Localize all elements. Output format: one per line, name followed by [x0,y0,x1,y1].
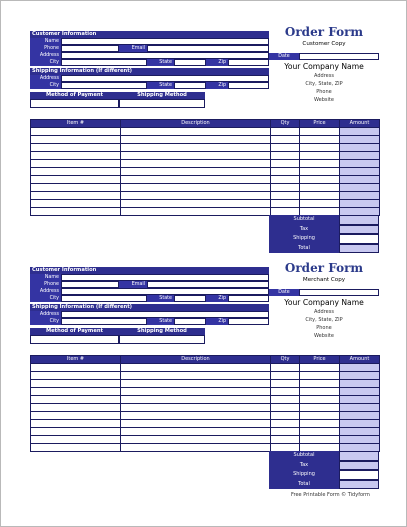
company-address: Address [314,73,334,79]
price-cell[interactable] [300,412,340,420]
description-cell[interactable] [121,444,271,452]
state-field[interactable] [174,59,206,66]
address-label: Address [30,288,61,295]
description-cell[interactable] [121,428,271,436]
method-payment-header: Method of Payment [30,92,119,99]
company-phone: Phone [316,89,332,95]
price-cell[interactable] [300,200,340,208]
qty-cell[interactable] [271,396,300,404]
item-number-cell[interactable] [31,160,121,168]
ship-state-field[interactable] [174,82,206,89]
subtotal-label: Subtotal [269,451,339,461]
amount-cell[interactable] [340,136,380,144]
price-cell[interactable] [300,380,340,388]
address-label: Address [30,52,61,59]
amount-cell[interactable] [340,176,380,184]
table-row [31,436,380,444]
item-number-cell[interactable] [31,184,121,192]
description-header: Description [121,120,271,128]
zip-label: Zip [206,59,228,66]
name-label: Name [30,274,61,281]
table-row [31,388,380,396]
amount-cell[interactable] [340,420,380,428]
description-cell[interactable] [121,372,271,380]
ship-city-field[interactable] [61,82,147,89]
item-number-cell[interactable] [31,128,121,136]
qty-cell[interactable] [271,364,300,372]
table-row [31,428,380,436]
item-number-cell[interactable] [31,152,121,160]
table-header-row [31,356,380,364]
qty-cell[interactable] [271,420,300,428]
state-field[interactable] [174,295,206,302]
item-number-cell[interactable] [31,208,121,216]
amount-cell[interactable] [340,128,380,136]
table-row [31,412,380,420]
table-row [31,200,380,208]
amount-cell[interactable] [340,364,380,372]
date-label: Date [269,289,299,296]
description-cell[interactable] [121,396,271,404]
item-number-cell[interactable] [31,420,121,428]
name-field[interactable] [61,38,269,45]
item-number-cell[interactable] [31,380,121,388]
table-row [31,136,380,144]
amount-cell[interactable] [340,144,380,152]
zip-label: Zip [206,295,228,302]
price-cell[interactable] [300,436,340,444]
item-number-cell[interactable] [31,436,121,444]
shipping-info-header: Shipping Information (If different) [30,68,269,75]
ship-zip-field[interactable] [228,318,269,325]
company-name: Your Company Name [284,298,364,307]
qty-cell[interactable] [271,388,300,396]
email-field[interactable] [147,281,269,288]
date-label: Date [269,53,299,60]
description-cell[interactable] [121,144,271,152]
price-cell[interactable] [300,160,340,168]
description-cell[interactable] [121,168,271,176]
table-row [31,144,380,152]
table-row [31,152,380,160]
price-cell[interactable] [300,428,340,436]
shipping-value[interactable] [339,470,379,480]
table-row [31,372,380,380]
shipping-method-field[interactable] [119,335,205,344]
price-cell[interactable] [300,152,340,160]
qty-cell[interactable] [271,428,300,436]
qty-cell[interactable] [271,380,300,388]
shipping-info-header: Shipping Information (If different) [30,304,269,311]
ship-city-field[interactable] [61,318,147,325]
ship-city-label: City [30,318,61,325]
amount-cell[interactable] [340,412,380,420]
phone-label: Phone [30,45,61,52]
amount-cell[interactable] [340,168,380,176]
customer-info-header: Customer Information [30,267,269,274]
name-label: Name [30,38,61,45]
description-cell[interactable] [121,128,271,136]
company-name: Your Company Name [284,62,364,71]
price-cell[interactable] [300,136,340,144]
items-table [30,355,380,452]
price-cell[interactable] [300,192,340,200]
copy-label: Customer Copy [302,41,346,47]
item-number-cell[interactable] [31,364,121,372]
method-payment-header: Method of Payment [30,328,119,335]
tax-value[interactable] [339,461,379,471]
qty-cell[interactable] [271,168,300,176]
total-label: Total [269,244,339,254]
price-cell[interactable] [300,372,340,380]
zip-field[interactable] [228,59,269,66]
tax-label: Tax [269,225,339,235]
qty-cell[interactable] [271,184,300,192]
company-phone: Phone [316,325,332,331]
company-website: Website [314,97,334,103]
price-header: Price [300,356,340,364]
price-cell[interactable] [300,396,340,404]
item-number-cell[interactable] [31,176,121,184]
subtotal-value[interactable] [339,451,379,461]
description-cell[interactable] [121,436,271,444]
email-label: Email [119,281,147,288]
qty-cell[interactable] [271,404,300,412]
qty-header: Qty [271,356,300,364]
item-number-cell[interactable] [31,412,121,420]
table-row [31,420,380,428]
table-row [31,176,380,184]
copy-label: Merchant Copy [302,277,346,283]
amount-cell[interactable] [340,184,380,192]
subtotal-label: Subtotal [269,215,339,225]
item-number-cell[interactable] [31,396,121,404]
company-website: Website [314,333,334,339]
qty-cell[interactable] [271,144,300,152]
table-row [31,184,380,192]
qty-cell[interactable] [271,160,300,168]
description-header: Description [121,356,271,364]
subtotal-value[interactable] [339,215,379,225]
shipping-value[interactable] [339,234,379,244]
amount-cell[interactable] [340,152,380,160]
description-cell[interactable] [121,136,271,144]
table-row [31,192,380,200]
total-value[interactable] [339,244,379,254]
company-city: City, State, ZIP [305,81,343,87]
ship-state-label: State [147,318,174,325]
phone-field[interactable] [61,281,119,288]
table-row [31,160,380,168]
description-cell[interactable] [121,420,271,428]
phone-field[interactable] [61,45,119,52]
tax-label: Tax [269,461,339,471]
shipping-label: Shipping [269,234,339,244]
qty-cell[interactable] [271,136,300,144]
city-label: City [30,295,61,302]
shipping-method-header: Shipping Method [119,92,205,99]
description-cell[interactable] [121,200,271,208]
amount-cell[interactable] [340,436,380,444]
description-cell[interactable] [121,364,271,372]
price-cell[interactable] [300,364,340,372]
city-field[interactable] [61,295,147,302]
item-number-cell[interactable] [31,428,121,436]
ship-state-field[interactable] [174,318,206,325]
item-number-header: Item # [31,120,121,128]
table-header-row [31,120,380,128]
qty-cell[interactable] [271,372,300,380]
email-field[interactable] [147,45,269,52]
description-cell[interactable] [121,192,271,200]
description-cell[interactable] [121,160,271,168]
ship-address-field[interactable] [61,75,269,82]
item-number-header: Item # [31,356,121,364]
tax-value[interactable] [339,225,379,235]
amount-cell[interactable] [340,388,380,396]
shipping-label: Shipping [269,470,339,480]
amount-cell[interactable] [340,160,380,168]
order-form-title: Order Form [284,261,364,275]
ship-zip-label: Zip [206,318,228,325]
amount-cell[interactable] [340,428,380,436]
amount-cell[interactable] [340,396,380,404]
qty-cell[interactable] [271,152,300,160]
amount-cell[interactable] [340,404,380,412]
qty-cell[interactable] [271,128,300,136]
amount-header: Amount [340,356,380,364]
price-cell[interactable] [300,176,340,184]
city-field[interactable] [61,59,147,66]
price-header: Price [300,120,340,128]
description-cell[interactable] [121,412,271,420]
ship-city-label: City [30,82,61,89]
item-number-cell[interactable] [31,404,121,412]
items-table [30,119,380,216]
date-field[interactable] [299,289,379,296]
amount-cell[interactable] [340,380,380,388]
amount-cell[interactable] [340,192,380,200]
price-cell[interactable] [300,420,340,428]
total-label: Total [269,480,339,490]
shipping-method-field[interactable] [119,99,205,108]
item-number-cell[interactable] [31,444,121,452]
shipping-method-header: Shipping Method [119,328,205,335]
price-cell[interactable] [300,144,340,152]
ship-state-label: State [147,82,174,89]
table-row [31,128,380,136]
description-cell[interactable] [121,388,271,396]
price-cell[interactable] [300,168,340,176]
table-row [31,364,380,372]
address-field[interactable] [61,52,269,59]
qty-cell[interactable] [271,176,300,184]
company-city: City, State, ZIP [305,317,343,323]
footer-credit: Free Printable Form © Tidyform [291,492,370,498]
price-cell[interactable] [300,184,340,192]
qty-cell[interactable] [271,200,300,208]
ship-zip-label: Zip [206,82,228,89]
customer-info-header: Customer Information [30,31,269,38]
amount-cell[interactable] [340,372,380,380]
price-cell[interactable] [300,128,340,136]
ship-address-field[interactable] [61,311,269,318]
state-label: State [147,59,174,66]
description-cell[interactable] [121,208,271,216]
amount-cell[interactable] [340,200,380,208]
table-row [31,404,380,412]
ship-address-label: Address [30,75,61,82]
date-field[interactable] [299,53,379,60]
zip-field[interactable] [228,295,269,302]
qty-header: Qty [271,120,300,128]
description-cell[interactable] [121,404,271,412]
item-number-cell[interactable] [31,168,121,176]
ship-zip-field[interactable] [228,82,269,89]
qty-cell[interactable] [271,436,300,444]
company-address: Address [314,309,334,315]
city-label: City [30,59,61,66]
item-number-cell[interactable] [31,200,121,208]
description-cell[interactable] [121,152,271,160]
qty-cell[interactable] [271,192,300,200]
phone-label: Phone [30,281,61,288]
table-row [31,380,380,388]
price-cell[interactable] [300,404,340,412]
state-label: State [147,295,174,302]
order-form-title: Order Form [284,25,364,39]
method-payment-field[interactable] [30,335,119,344]
description-cell[interactable] [121,184,271,192]
item-number-cell[interactable] [31,372,121,380]
name-field[interactable] [61,274,269,281]
item-number-cell[interactable] [31,388,121,396]
ship-address-label: Address [30,311,61,318]
address-field[interactable] [61,288,269,295]
price-cell[interactable] [300,388,340,396]
table-row [31,396,380,404]
item-number-cell[interactable] [31,144,121,152]
qty-cell[interactable] [271,412,300,420]
method-payment-field[interactable] [30,99,119,108]
description-cell[interactable] [121,176,271,184]
table-row [31,168,380,176]
item-number-cell[interactable] [31,136,121,144]
total-value[interactable] [339,480,379,490]
item-number-cell[interactable] [31,192,121,200]
email-label: Email [119,45,147,52]
description-cell[interactable] [121,380,271,388]
amount-header: Amount [340,120,380,128]
